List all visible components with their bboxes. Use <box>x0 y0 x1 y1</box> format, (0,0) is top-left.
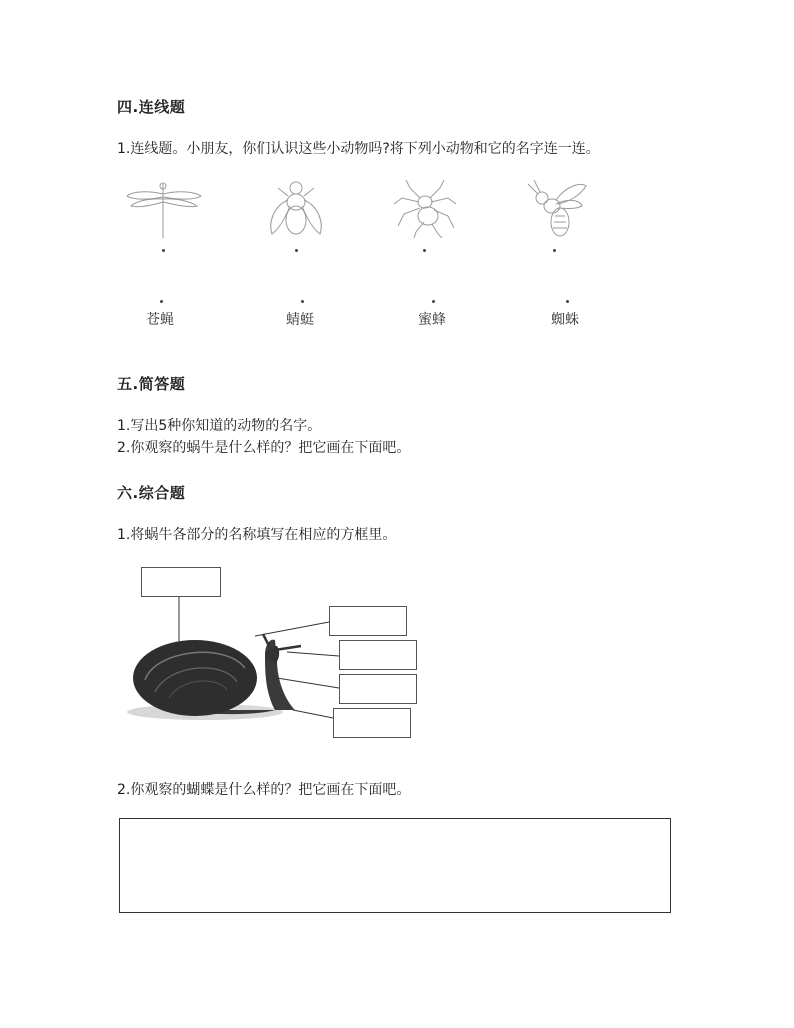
animal-name: 苍蝇 <box>146 312 174 328</box>
section5-question1: 1.写出5种你知道的动物的名字。 <box>117 418 322 434</box>
drawing-area[interactable] <box>119 818 671 913</box>
snail-label-box[interactable] <box>339 640 417 670</box>
animal-name: 蜜蜂 <box>418 312 446 328</box>
section4-question1: 1.连线题。小朋友，你们认识这些小动物吗?将下列小动物和它的名字连一连。 <box>117 141 600 157</box>
picture-dot[interactable] <box>162 249 165 252</box>
snail-label-box[interactable] <box>141 567 221 597</box>
section6-title: 六.综合题 <box>117 484 186 502</box>
section4-title: 四.连线题 <box>117 98 186 116</box>
bee-icon <box>522 178 588 240</box>
picture-dot[interactable] <box>295 249 298 252</box>
section5-question2: 2.你观察的蜗牛是什么样的？把它画在下面吧。 <box>117 440 411 456</box>
snail-label-box[interactable] <box>339 674 417 704</box>
picture-dot[interactable] <box>423 249 426 252</box>
name-dot[interactable] <box>160 300 163 303</box>
name-dot[interactable] <box>432 300 435 303</box>
name-dot[interactable] <box>301 300 304 303</box>
animal-name: 蜘蛛 <box>551 312 579 328</box>
animal-name: 蜻蜓 <box>286 312 314 328</box>
dragonfly-icon <box>125 180 205 240</box>
section6-question2: 2.你观察的蝴蝶是什么样的？把它画在下面吧。 <box>117 782 411 798</box>
spider-icon <box>390 178 460 238</box>
picture-dot[interactable] <box>553 249 556 252</box>
section5-title: 五.简答题 <box>117 375 186 393</box>
snail-label-box[interactable] <box>329 606 407 636</box>
section6-question1: 1.将蜗牛各部分的名称填写在相应的方框里。 <box>117 527 397 543</box>
snail-label-box[interactable] <box>333 708 411 738</box>
name-dot[interactable] <box>566 300 569 303</box>
fly-icon <box>264 178 328 242</box>
